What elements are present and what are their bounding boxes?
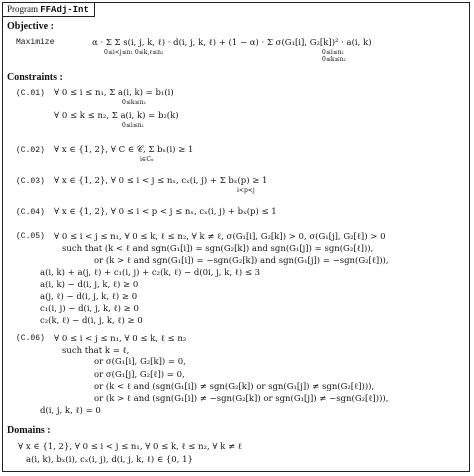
constraint-c02-line1: ∀ x ∈ {1, 2}, ∀ C ∈ 𝒞, Σ bₓ(i) ≥ 1 <box>54 145 194 155</box>
constraint-c04-line1: ∀ x ∈ {1, 2}, ∀ 0 ≤ i < p < j ≤ nₓ, cₓ(i, j) + bₓ(p) ≤ 1 <box>54 207 277 217</box>
constraint-c02-label: (C.02) <box>16 146 45 155</box>
constraint-c05-label: (C.05) <box>16 232 45 241</box>
constraint-c06-line2: such that k = ℓ, <box>62 346 130 356</box>
constraint-c04-label: (C.04) <box>16 208 45 217</box>
objective-subscript-i: 0≤i≤n₁ <box>322 49 345 56</box>
program-title-tab <box>2 2 95 17</box>
objective-sense: Maximize <box>16 38 55 47</box>
program-prefix: Program <box>7 4 38 14</box>
constraint-c06-line5: or (k < ℓ and (sgn(G₁[i]) ≠ sgn(G₂[k]) or sgn(G₁[j]) ≠ sgn(G₂[ℓ]))), <box>94 382 375 392</box>
objective-subscript-k: 0≤k≤n₂ <box>322 56 346 63</box>
domains-line2: a(i, k), bₓ(i), cₓ(i, j), d(i, j, k, ℓ) ∈ {0, 1} <box>26 455 193 465</box>
constraint-c01-line2: ∀ 0 ≤ k ≤ n₂, Σ a(i, k) = b₂(k) <box>54 111 179 121</box>
objective-formula: α · Σ Σ s(i, j, k, ℓ) · d(i, j, k, ℓ) + (1 − α) · Σ σ(G₁[i], G₂[k])² · a(i, k) <box>92 38 372 48</box>
constraint-c01-sub1: 0≤k≤n₂ <box>122 99 146 106</box>
constraint-c06-label: (C.06) <box>16 334 45 343</box>
constraint-c06-line1: ∀ 0 ≤ i < j ≤ n₁, ∀ 0 ≤ k, ℓ ≤ n₂ <box>54 334 187 344</box>
constraint-c05-line3: or (k > ℓ and sgn(G₁[i]) = −sgn(G₂[k]) and sgn(G₁[j]) = −sgn(G₂[ℓ])), <box>94 256 389 266</box>
constraint-c02-sub1: i∈Cₓ <box>140 156 154 163</box>
constraint-c05-line4: a(i, k) + a(j, ℓ) + c₁(i, j) + c₂(k, ℓ) − d(0i, j, k, ℓ) ≤ 3 <box>40 268 261 278</box>
constraint-c03-label: (C.03) <box>16 177 45 186</box>
constraint-c05-line7: c₁(i, j) − d(i, j, k, ℓ) ≥ 0 <box>40 304 139 314</box>
constraint-c05-line5: a(i, k) − d(i, j, k, ℓ) ≥ 0 <box>40 280 139 290</box>
constraint-c03-sub1: i<p<j <box>237 187 255 194</box>
constraint-c01-label: (C.01) <box>16 89 45 98</box>
program-name: FFAdj-Int <box>40 5 89 15</box>
constraint-c06-line3: or σ(G₁[i], G₂[k]) = 0, <box>94 357 186 367</box>
constraint-c05-line6: a(j, ℓ) − d(i, j, k, ℓ) ≥ 0 <box>40 292 138 302</box>
objective-subscript-sums: 0≤i<j≤n₁ 0≤k,ℓ≤n₂ <box>104 49 164 56</box>
constraints-heading: Constraints : <box>7 72 63 83</box>
objective-heading: Objective : <box>7 21 54 32</box>
constraint-c06-line4: or σ(G₁[j], G₂[ℓ]) = 0, <box>94 370 185 380</box>
constraint-c01-sub2: 0≤i≤n₁ <box>122 122 145 129</box>
constraint-c03-line1: ∀ x ∈ {1, 2}, ∀ 0 ≤ i < j ≤ nₓ, cₓ(i, j) + Σ bₓ(p) ≥ 1 <box>54 176 268 186</box>
constraint-c06-line6: or (k > ℓ and (sgn(G₁[i]) ≠ −sgn(G₂[k]) or sgn(G₁[j]) ≠ −sgn(G₂[ℓ]))), <box>94 394 389 404</box>
constraint-c01-line1: ∀ 0 ≤ i ≤ n₁, Σ a(i, k) = b₁(i) <box>54 88 174 98</box>
constraint-c05-line2: such that (k < ℓ and sgn(G₁[i]) = sgn(G₂[k]) and sgn(G₁[j]) = sgn(G₂[ℓ])), <box>62 244 374 254</box>
constraint-c06-line7: d(i, j, k, ℓ) = 0 <box>40 406 101 416</box>
constraint-c05-line1: ∀ 0 ≤ i < j ≤ n₁, ∀ 0 ≤ k, ℓ ≤ n₂, ∀ k ≠ ℓ, σ(G₁[i], G₂[k]) > 0, σ(G₁[j], G₂[ℓ]) > 0 <box>54 232 386 242</box>
domains-line1: ∀ x ∈ {1, 2}, ∀ 0 ≤ i < j ≤ n₁, ∀ 0 ≤ k, ℓ ≤ n₂, ∀ k ≠ ℓ <box>18 442 243 452</box>
constraint-c05-line8: c₂(k, ℓ) − d(i, j, k, ℓ) ≥ 0 <box>40 316 143 326</box>
domains-heading: Domains : <box>7 425 51 436</box>
